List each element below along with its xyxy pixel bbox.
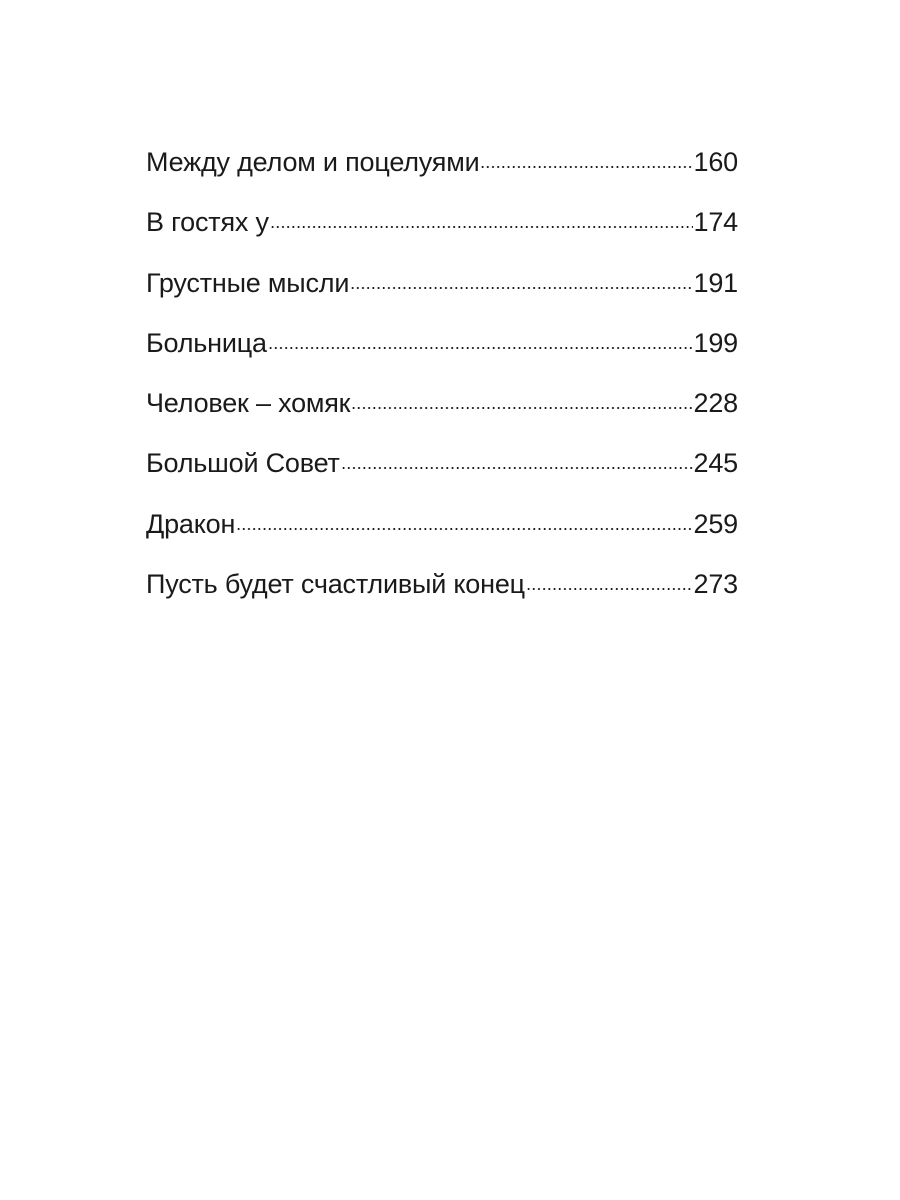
toc-entry: [146, 443, 738, 503]
dot-leader: [236, 506, 692, 533]
toc-entry-page: 160: [693, 147, 738, 177]
dot-leader: [341, 445, 693, 472]
toc-entry: [146, 142, 738, 202]
dot-leader: [480, 144, 692, 171]
toc-entry: [146, 202, 738, 262]
dot-leader: [351, 385, 692, 412]
toc-entry: [146, 383, 738, 443]
dot-leader: [268, 325, 693, 352]
toc-entry-title: В гостях у: [146, 207, 269, 238]
toc-entry: [146, 323, 738, 383]
toc-entry-page: 174: [693, 207, 738, 238]
toc-entry-page: 245: [693, 448, 738, 479]
dot-leader: [350, 265, 692, 292]
toc-entry-page: 199: [693, 327, 738, 358]
toc-entry-title: Больница: [146, 327, 267, 358]
toc-entry-title: Человек – хомяк: [146, 388, 351, 419]
toc-entry-title: Между делом и поцелуями: [146, 147, 480, 177]
dot-leader: [270, 204, 693, 231]
table-of-contents: [146, 142, 738, 624]
toc-entry: [146, 564, 738, 624]
toc-entry: [146, 263, 738, 323]
dot-leader: [526, 566, 693, 593]
toc-entry-page: 273: [693, 569, 738, 600]
toc-entry-page: 259: [693, 508, 738, 539]
toc-entry-title: Пусть будет счастливый конец: [146, 569, 525, 600]
toc-entry-title: Большой Совет: [146, 448, 340, 479]
toc-entry: [146, 504, 738, 564]
toc-entry-page: 191: [693, 267, 738, 298]
toc-entry-title: Грустные мысли: [146, 267, 350, 298]
toc-entry-page: 228: [693, 388, 738, 419]
toc-entry-title: Дракон: [146, 508, 236, 539]
